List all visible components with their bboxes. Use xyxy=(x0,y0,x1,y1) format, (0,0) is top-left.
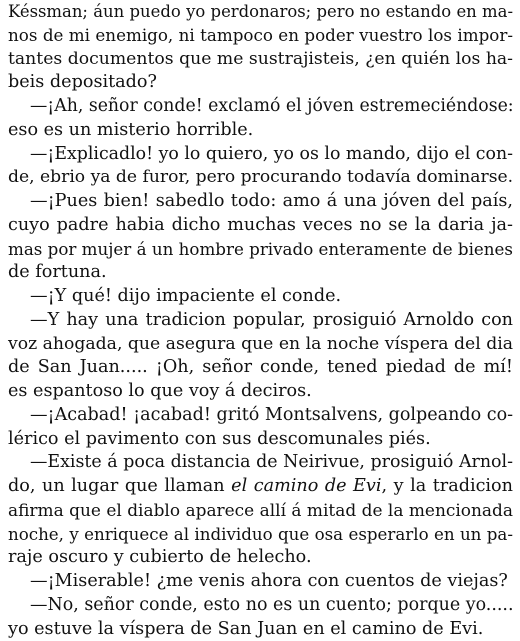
text-line: de, ebrio ya de furor, pero procurando todavía dominarse. xyxy=(8,166,513,190)
text-line: es espantoso lo que voy á deciros. xyxy=(8,380,513,404)
text-line: mas por mujer á un hombre privado enteramente de bienes xyxy=(8,238,513,262)
text-line: voz ahogada, que asegura que en la noche víspera del dia xyxy=(8,333,513,357)
text-line: raje oscuro y cubierto de helecho. xyxy=(8,546,513,570)
text-line: nos de mi enemigo, ni tampoco en poder vuestro los impor- xyxy=(8,24,513,48)
text-line: —Y hay una tradicion popular, prosiguió Arnoldo con xyxy=(8,309,513,333)
text-line: —¡Ah, señor conde! exclamó el jóven estremeciéndose: xyxy=(8,95,513,119)
text-line: de San Juan..... ¡Oh, señor conde, tened piedad de mí! xyxy=(8,356,513,380)
text-line: eso es un misterio horrible. xyxy=(8,119,513,143)
text-line: —Existe á poca distancia de Neirivue, prosiguió Arnol- xyxy=(8,451,513,475)
text-line: tantes documentos que me sustrajisteis, ¿en quién los ha- xyxy=(8,48,513,72)
text-line: yo estuve la víspera de San Juan en el camino de Evi. xyxy=(8,618,513,641)
text-line: lérico el pavimento con sus descomunales piés. xyxy=(8,428,513,452)
text-line: do, un lugar que llaman el camino de Evi, y la tradicion xyxy=(8,475,513,499)
text-line: de fortuna. xyxy=(8,261,513,285)
italic-phrase: el camino de Evi xyxy=(231,476,381,496)
text-line: —¡Pues bien! sabedlo todo: amo á una jóven del país, xyxy=(8,190,513,214)
text-line: cuyo padre habia dicho muchas veces no se la daria ja- xyxy=(8,214,513,238)
text-line: noche, y enriquece al individuo que osa esperarlo en un pa- xyxy=(8,523,513,547)
document-page xyxy=(8,0,513,641)
text-line: —No, señor conde, esto no es un cuento; porque yo..... xyxy=(8,594,513,618)
text-line: Késsman; áun puedo yo perdonaros; pero no estando en ma- xyxy=(8,0,513,24)
text-line: —¡Acabad! ¡acabad! gritó Montsalvens, golpeando co- xyxy=(8,404,513,428)
text-line: afirma que el diablo aparece allí á mitad de la mencionada xyxy=(8,499,513,523)
text-line: beis depositado? xyxy=(8,71,513,95)
text-line: —¡Miserable! ¿me venis ahora con cuentos de viejas? xyxy=(8,570,513,594)
text-line: —¡Explicadlo! yo lo quiero, yo os lo mando, dijo el con- xyxy=(8,143,513,167)
text-line: —¡Y qué! dijo impaciente el conde. xyxy=(8,285,513,309)
